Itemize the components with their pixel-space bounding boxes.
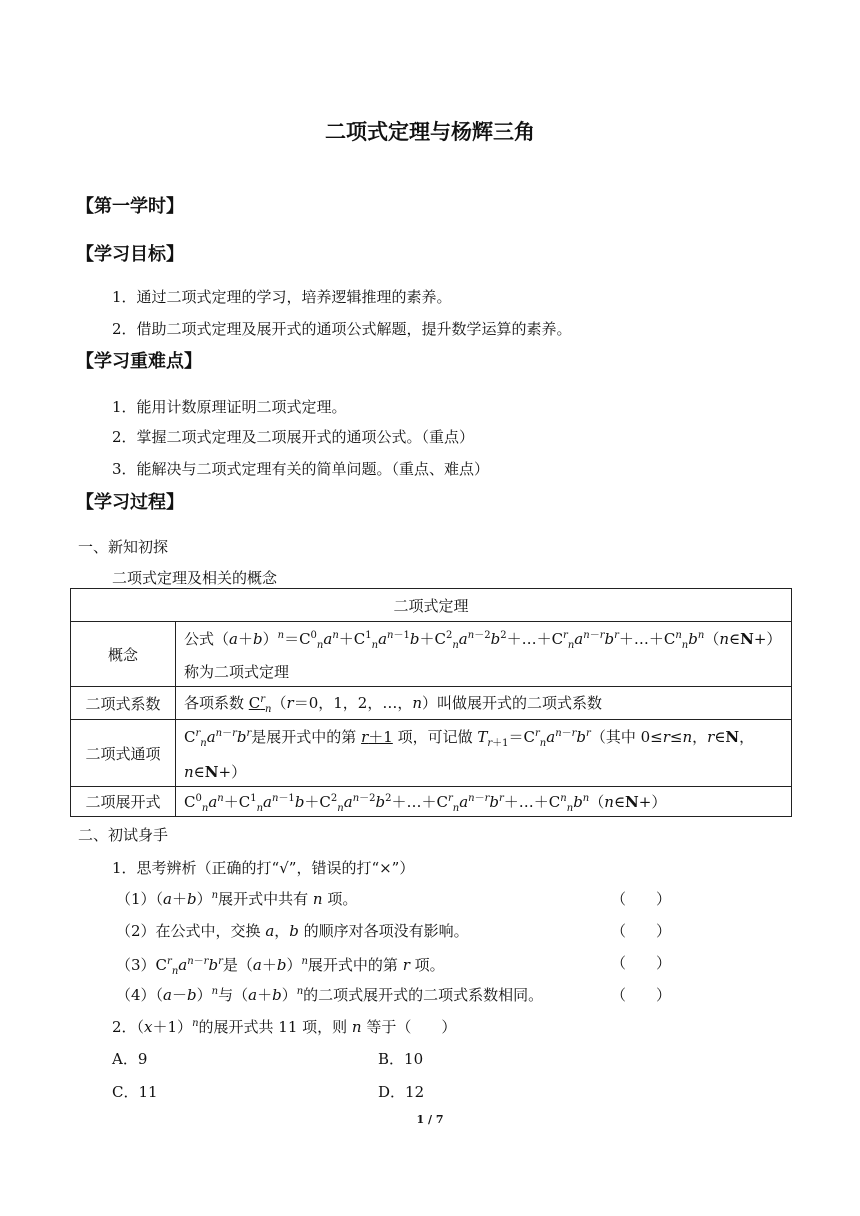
binomial-theorem-table: [70, 588, 792, 817]
row-label-coefficient: 二项式系数: [71, 687, 176, 720]
table-header: 二项式定理: [71, 589, 792, 622]
judgement-item-2: （2）在公式中，交换 a，b 的顺序对各项没有影响。: [116, 922, 469, 940]
answer-blank[interactable]: （ ）: [611, 986, 672, 1004]
coefficient-cell: 各项系数 $C^r_n(r=0$，1，2，…，n）叫做展开式的二项式系数: [176, 687, 792, 720]
key-point-item: 3．能解决与二项式定理有关的简单问题。（重点、难点）: [112, 460, 490, 478]
page-title: 二项式定理与杨辉三角: [325, 120, 535, 144]
part1-heading: 一、新知初探: [78, 538, 169, 556]
option-b[interactable]: B．10: [378, 1050, 424, 1068]
option-c[interactable]: C．11: [112, 1083, 158, 1101]
objective-item: 1．通过二项式定理的学习，培养逻辑推理的素养。: [112, 288, 452, 306]
row-label-concept: 概念: [71, 622, 176, 687]
option-d[interactable]: D．12: [378, 1083, 425, 1101]
page-number: 1 / 7: [416, 1113, 444, 1126]
concept-suffix: 称为二项式定理: [184, 663, 290, 681]
part1-subheading: 二项式定理及相关的概念: [112, 569, 278, 587]
row-label-general-term: 二项式通项: [71, 720, 176, 787]
row-label-expansion: 二项展开式: [71, 787, 176, 817]
expansion-cell: $C^0_na^n+C^1_na^{n-1}b+C^2_na^{n-2}b^2+\dots+C^r_na^{n-r}b^r+\dots+C^n_nb^n(n\in N+)$: [176, 787, 792, 817]
answer-blank[interactable]: （ ）: [611, 890, 672, 908]
concept-formula-cell: 公式$(a+b)^n=C^0_na^n+C^1_na^{n-1}b+C^2_na^{n-2}b^2+\dots+C^r_na^{n-r}b^r+\dots+C^n_nb^n(n\in N+)$ 称为二项式定理: [176, 622, 792, 687]
judgement-item-4: $(4)(a-b)^n$与$(a+b)^n$的二项式展开式的二项式系数相同。: [116, 986, 544, 1004]
heading-key-points: 【学习重难点】: [76, 351, 202, 372]
answer-blank[interactable]: （ ）: [611, 922, 672, 940]
judgement-item-1: $(1)(a+b)^n$展开式中共有 n 项。: [116, 890, 358, 908]
heading-objectives: 【学习目标】: [76, 244, 184, 265]
answer-blank[interactable]: （ ）: [611, 954, 672, 972]
question-1-label: 1．思考辨析（正确的打“√”，错误的打“×”）: [112, 859, 415, 877]
general-term-cell: $C^r_na^{n-r}b^r$是展开式中的第 r＋1 项，可记做 $T_{r+1}=C^r_na^{n-r}b^r$（其中 0≤r≤n，r∈N， n∈N+）: [176, 720, 792, 787]
heading-first-period: 【第一学时】: [76, 196, 184, 217]
key-point-item: 1．能用计数原理证明二项式定理。: [112, 398, 347, 416]
objective-item: 2．借助二项式定理及展开式的通项公式解题，提升数学运算的素养。: [112, 320, 572, 338]
part2-heading: 二、初试身手: [78, 826, 169, 844]
key-point-item: 2．掌握二项式定理及二项展开式的通项公式。（重点）: [112, 428, 475, 446]
heading-process: 【学习过程】: [76, 492, 184, 513]
judgement-item-3: $(3)C^r_na^{n-r}b^r$是$(a+b)^n$展开式中的第 r 项。: [116, 956, 445, 977]
question-2: 2．$(x+1)^n$的展开式共 11 项，则 n 等于（ ）: [112, 1018, 457, 1036]
option-a[interactable]: A．9: [112, 1050, 148, 1068]
